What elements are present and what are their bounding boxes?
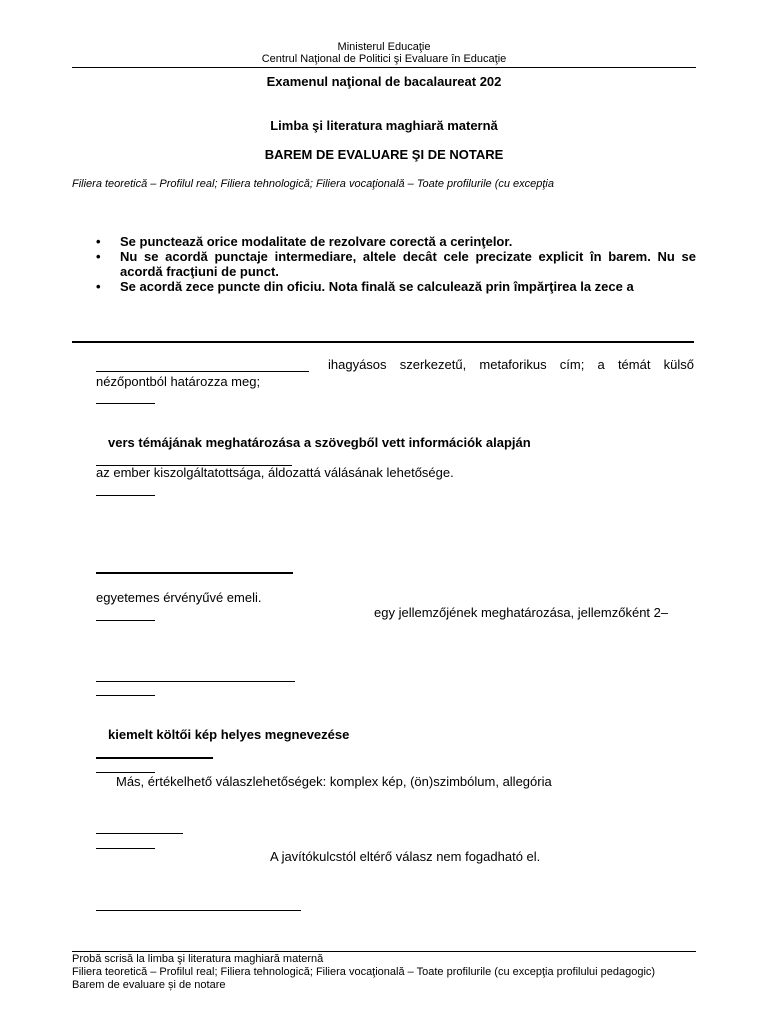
- bullet-icon: •: [96, 279, 101, 294]
- answer-text: nézőpontból határozza meg;: [96, 374, 261, 389]
- blank-line: [96, 848, 155, 849]
- blank-line: [96, 681, 295, 682]
- blank-line: [96, 833, 183, 834]
- blank-line: [96, 757, 213, 759]
- rule-item: • Se acordă zece puncte din oficiu. Nota finală se calculează prin împărţirea la zece a: [96, 279, 634, 294]
- footer-line: Barem de evaluare și de notare: [72, 979, 226, 991]
- blank-line: [96, 620, 155, 621]
- blank-line: [96, 772, 155, 773]
- footer-divider: [72, 951, 696, 952]
- footer-line: Probă scrisă la limba şi literatura maghiară maternă: [72, 953, 324, 965]
- blank-line: [96, 495, 155, 496]
- blank-line: [96, 910, 301, 911]
- bullet-icon: •: [96, 249, 101, 264]
- answer-text: egy jellemzőjének meghatározása, jellemzőként 2–: [374, 605, 669, 620]
- header-divider: [72, 67, 696, 68]
- task-heading: vers témájának meghatározása a szövegből vett információk alapján: [108, 435, 531, 450]
- answer-text: egyetemes érvényűvé emeli.: [96, 590, 262, 605]
- answer-text: Más, értékelhető válaszlehetőségek: komplex kép, (ön)szimbólum, allegória: [116, 774, 552, 789]
- answer-text: A javítókulcstól eltérő válasz nem fogadható el.: [270, 849, 541, 864]
- bullet-icon: •: [96, 234, 101, 249]
- exam-title: Examenul naţional de bacalaureat 202: [266, 74, 502, 89]
- barem-title: BAREM DE EVALUARE ŞI DE NOTARE: [264, 147, 504, 162]
- filiera-line: Filiera teoretică – Profilul real; Filiera tehnologică; Filiera vocaţională – Toate profilurile (cu excepţia: [72, 178, 554, 190]
- blank-line: [96, 371, 309, 372]
- answer-text: ihagyásos szerkezetű, metaforikus cím; a témát külső: [328, 357, 694, 372]
- rules-list: [96, 234, 696, 294]
- center-name: Centrul Naţional de Politici şi Evaluare în Educaţie: [261, 53, 507, 65]
- rule-item: • Se punctează orice modalitate de rezolvare corectă a cerinţelor.: [96, 234, 513, 249]
- section-divider: [72, 341, 694, 343]
- footer-line: Filiera teoretică – Profilul real; Filiera tehnologică; Filiera vocaţională – Toate profilurile (cu excepţia profilului pedagogic): [72, 966, 656, 978]
- task-heading: kiemelt költői kép helyes megnevezése: [108, 727, 350, 742]
- blank-line: [96, 695, 155, 696]
- rule-item: • Nu se acordă punctaje intermediare, altele decât cele precizate explicit în barem. Nu se acordă fracţiuni de punct.: [96, 249, 696, 279]
- blank-line: [96, 572, 293, 574]
- ministry-name: Ministerul Educaţie: [337, 41, 431, 53]
- blank-line: [96, 403, 155, 404]
- answer-text: az ember kiszolgáltatottsága, áldozattá válásának lehetősége.: [96, 465, 454, 480]
- subject-title: Limba şi literatura maghiară maternă: [270, 118, 498, 133]
